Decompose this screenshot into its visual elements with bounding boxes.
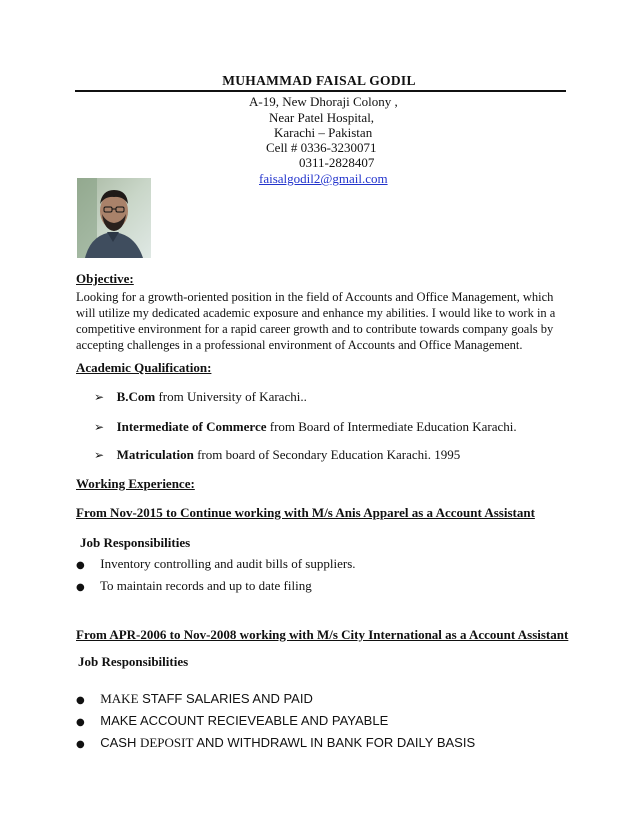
address-line-3: Karachi – Pakistan [274,125,373,140]
job-title: From Nov-2015 to Continue working with M/s Anis Apparel as a Account Assistant [76,505,535,520]
responsibility-item [76,713,388,729]
responsibility-text-serif: DEPOSIT [139,735,194,750]
responsibility-text-mixed [100,713,204,728]
objective-line: accepting challenges in a professional environment of Accounts and Office Management. [76,338,523,352]
responsibility-text: Inventory controlling and audit bills of suppliers. [100,556,356,571]
objective-line: will utilize my dedicated academic exposure and enhance my abilities. I would like to work in a [76,306,556,320]
arrow-bullet-icon: ➢ [94,420,105,434]
responsibility-item [76,556,356,572]
arrow-bullet-icon: ➢ [94,390,105,404]
address-line-1: A-19, New Dhoraji Colony , [249,94,398,109]
degree-name: Intermediate of Commerce [116,419,267,434]
degree-name: Matriculation [116,447,194,462]
degree-name: B.Com [116,389,156,404]
academic-heading: Academic Qualification: [76,360,212,375]
cell-phone-2: 0311-2828407 [299,155,375,170]
email-link[interactable]: faisalgodil2@gmail.com [259,171,388,186]
responsibility-item [76,691,313,707]
responsibility-item [76,735,475,751]
responsibility-text-sans: AND WITHDRAWL IN BANK FOR DAILY BASIS [193,735,476,750]
bullet-dot-icon: ● [76,739,85,750]
responsibility-text-serif: MAKE [100,691,139,706]
objective-heading: Objective: [76,271,134,286]
arrow-bullet-icon: ➢ [94,448,105,462]
profile-photo [77,178,151,258]
degree-detail: from University of Karachi.. [155,389,307,404]
objective-line: Looking for a growth-oriented position in the field of Accounts and Office Management, which [76,290,554,304]
responsibility-text-sans: RECIEVEABLE AND PAYABLE [204,713,389,728]
resume-name: MUHAMMAD FAISAL GODIL [222,73,416,88]
responsibility-text-sans: CASH [100,735,140,750]
responsibility-text-sans: STAFF SALARIES AND PAID [138,691,313,706]
experience-heading: Working Experience: [76,476,195,491]
job-responsibilities-heading: Job Responsibilities [78,654,189,669]
header-divider [75,90,566,92]
degree-detail: from board of Secondary Education Karachi. 1995 [193,447,461,462]
bullet-dot-icon: ● [76,717,85,728]
responsibility-text-part: MAKE ACCOUNT [100,713,205,728]
cell-phone-1: Cell # 0336-3230071 [266,140,377,155]
degree-detail: from Board of Intermediate Education Karachi. [266,419,517,434]
responsibility-item [76,578,312,594]
bullet-dot-icon: ● [76,560,85,571]
bullet-dot-icon: ● [76,695,85,706]
academic-item [94,389,307,405]
responsibility-text: To maintain records and up to date filing [100,578,312,593]
academic-item [94,447,460,463]
address-line-2: Near Patel Hospital, [269,110,375,125]
objective-line: competitive environment for a rapid career growth and to contribute towards company goals by [76,322,554,336]
job-title: From APR-2006 to Nov-2008 working with M/s City International as a Account Assistant [76,627,569,642]
job-responsibilities-heading: Job Responsibilities [80,535,191,550]
bullet-dot-icon: ● [76,582,85,593]
objective-text [76,289,565,353]
academic-item [94,419,517,435]
